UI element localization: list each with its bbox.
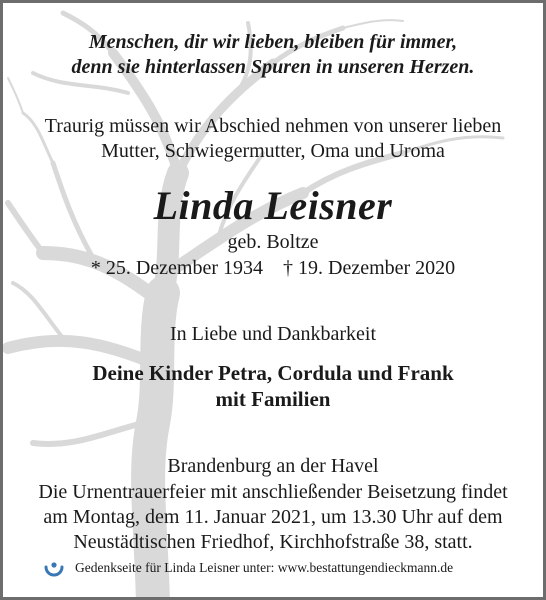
intro-line-2: Mutter, Schwiegermutter, Oma und Uroma — [101, 140, 445, 162]
intro-line-1: Traurig müssen wir Abschied nehmen von unserer lieben — [44, 115, 502, 137]
mourners-line-2: mit Familien — [215, 387, 331, 411]
closing-phrase: In Liebe und Dankbarkeit — [169, 323, 377, 345]
ceremony-line-2: am Montag, dem 11. Januar 2021, um 13.30 Uhr auf dem — [43, 506, 503, 528]
life-dates: * 25. Dezember 1934 † 19. Dezember 2020 — [90, 257, 456, 279]
motto-line-2: denn sie hinterlassen Spuren in unseren Herzen. — [71, 56, 475, 78]
deceased-name: Linda Leisner — [153, 183, 393, 228]
memorial-footer — [43, 555, 523, 581]
motto-line-1: Menschen, dir wir lieben, bleiben für immer, — [88, 31, 458, 53]
ceremony-place: Brandenburg an der Havel — [167, 455, 379, 477]
birth-name: geb. Boltze — [227, 231, 319, 253]
ceremony-line-1: Die Urnentrauerfeier mit anschließender Beisetzung findet — [38, 481, 508, 503]
mourners-line-1: Deine Kinder Petra, Cordula und Frank — [92, 361, 454, 385]
ceremony-line-3: Neustädtischen Friedhof, Kirchhofstraße 38, statt. — [73, 531, 473, 553]
memorial-logo-icon — [43, 557, 65, 579]
memorial-page-link[interactable]: Gedenkseite für Linda Leisner unter: www.bestattungendieckmann.de — [75, 560, 454, 575]
